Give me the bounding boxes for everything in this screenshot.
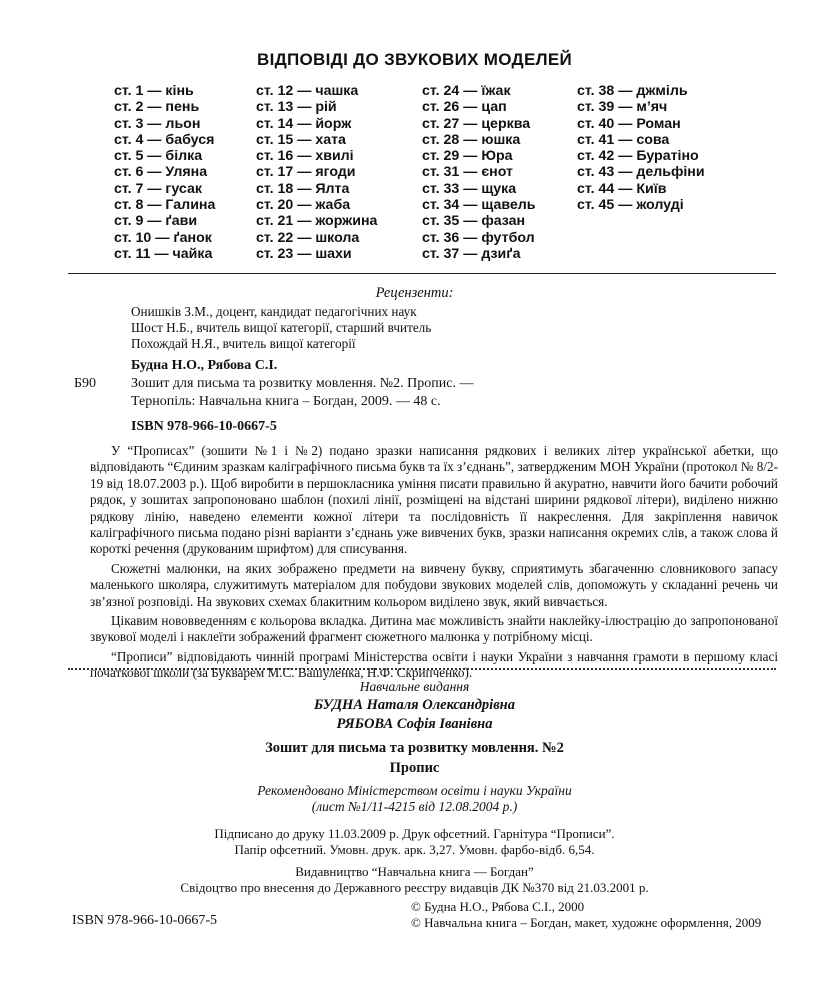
isbn: ISBN 978-966-10-0667-5 (72, 913, 218, 928)
answer-item: ст. 21 — жоржина (256, 213, 378, 230)
answers-title: ВІДПОВІДІ ДО ЗВУКОВИХ МОДЕЛЕЙ (257, 50, 572, 69)
answer-item: ст. 6 — Уляна (114, 164, 208, 181)
reviewer-line: Шост Н.Б., вчитель вищої категорії, старший вчитель (131, 320, 432, 335)
copyright-line: © Будна Н.О., Рябова С.І., 2000 (411, 899, 585, 914)
answer-item: ст. 4 — бабуся (114, 131, 215, 148)
answer-item: ст. 45 — жолуді (577, 197, 684, 214)
answer-item: ст. 22 — школа (256, 229, 360, 246)
answer-item: ст. 10 — ґанок (114, 229, 212, 246)
answer-item: ст. 9 — ґави (114, 213, 198, 230)
answers-column-1 (114, 83, 215, 262)
annotation (90, 443, 778, 682)
answer-item: ст. 40 — Роман (577, 115, 681, 132)
answer-item: ст. 26 — цап (422, 99, 507, 116)
catalog-index: Б90 (74, 376, 97, 391)
answer-item: ст. 38 — джміль (577, 83, 688, 99)
annotation-paragraph: Сюжетні малюнки, на яких зображено предмети на вивчену букву, сприятимуть збагаченню словникового запасу маленького школяра, служитимуть матеріалом для побудови звукових моделей слів, допоможуть у складанні речень чи зв’язної розповіді. На звукових схемах блакитним кольором виділено звук, який вивчається. (90, 560, 778, 609)
answer-item: ст. 44 — Київ (577, 180, 667, 197)
bibliographic-line: Тернопіль: Навчальна книга – Богдан, 2009. — 48 с. (131, 394, 441, 409)
answer-item: ст. 29 — Юра (422, 148, 513, 165)
answer-item: ст. 3 — льон (114, 115, 201, 132)
answer-item: ст. 11 — чайка (114, 245, 213, 262)
publisher-certificate: Свідоцтво про внесення до Державного реєстру видавців ДК №370 від 21.03.2001 р. (180, 880, 649, 895)
author-name: РЯБОВА Софія Іванівна (336, 716, 493, 732)
answer-item: ст. 43 — дельфіни (577, 164, 705, 181)
dotted-divider (68, 668, 776, 670)
print-details: Папір офсетний. Умовн. друк. арк. 3,27. Умовн. фарбо-відб. 6,54. (234, 842, 595, 857)
answer-item: ст. 37 — дзиґа (422, 245, 521, 262)
answer-item: ст. 27 — церква (422, 115, 531, 132)
answer-item: ст. 12 — чашка (256, 83, 359, 99)
answer-item: ст. 28 — юшка (422, 131, 521, 148)
answer-item: ст. 5 — білка (114, 148, 203, 165)
answer-item: ст. 36 — футбол (422, 229, 535, 246)
bibliographic-authors: Будна Н.О., Рябова С.І. (131, 358, 278, 373)
recommendation-letter: (лист №1/11-4215 від 12.08.2004 р.) (311, 799, 518, 814)
answer-item: ст. 15 — хата (256, 131, 346, 148)
answer-item: ст. 17 — ягоди (256, 164, 356, 181)
answer-item: ст. 1 — кінь (114, 83, 194, 99)
answer-item: ст. 41 — сова (577, 131, 670, 148)
answers-column-3 (422, 83, 536, 262)
answers-column-2 (256, 83, 377, 262)
answer-item: ст. 18 — Ялта (256, 180, 350, 197)
copyright-line: © Навчальна книга – Богдан, макет, художнє оформлення, 2009 (411, 915, 762, 930)
edition-type: Навчальне видання (359, 679, 470, 694)
answer-item: ст. 14 — йорж (256, 115, 352, 132)
answer-item: ст. 20 — жаба (256, 197, 351, 214)
answer-item: ст. 2 — пень (114, 99, 200, 116)
reviewer-line: Онишків З.М., доцент, кандидат педагогічних наук (131, 304, 417, 319)
answer-item: ст. 31 — єнот (422, 164, 513, 181)
print-details: Підписано до друку 11.03.2009 р. Друк офсетний. Гарнітура “Прописи”. (214, 826, 615, 841)
answer-item: ст. 8 — Галина (114, 197, 216, 214)
answers-column-4 (577, 83, 705, 213)
answer-item: ст. 7 — гусак (114, 180, 202, 197)
answer-item: ст. 39 — м’яч (577, 99, 668, 116)
answer-item: ст. 34 — щавель (422, 197, 536, 214)
answer-item: ст. 35 — фазан (422, 213, 526, 230)
answer-item: ст. 16 — хвилі (256, 148, 354, 165)
answer-item: ст. 23 — шахи (256, 245, 352, 262)
bibliographic-line: Зошит для письма та розвитку мовлення. №2. Пропис. — (131, 376, 474, 391)
divider (68, 273, 776, 274)
reviewer-line: Похождай Н.Я., вчитель вищої категорії (131, 336, 356, 351)
annotation-paragraph: У “Прописах” (зошити №1 і №2) подано зразки написання рядкових і великих літер української абетки, що відповідають “Єдиним зразкам каліграфічного письма букв та їх з’єднань”, затвердженим МОН України (протокол № 8/2-19 від 18.07.2003 р.). Щоб виробити в першокласника уміння писати правильно й акуратно, навчити його бачити робочий рядок, у зошитах запропоновано шаблон (похилі лінії, розміщені на відстані ширини рядкової літери), виділено нижню рядкову лінію, наведено елементи кожної літери та послідовність її накреслення. Для закріплення навичок каліграфічного письма подано різні варіанти з’єднань уже вивчених букв, зразки написання окремих слів, а також слова й короткі речення (друкованим шрифтом) для списування. (90, 443, 778, 557)
answer-item: ст. 33 — щука (422, 180, 517, 197)
answer-item: ст. 42 — Буратіно (577, 148, 699, 165)
annotation-paragraph: Цікавим нововведенням є кольорова вкладка. Дитина має можливість знайти наклейку-ілюстрацію до запропонованої звукової моделі і наклеїти зображений фрагмент сюжетного малюнка у потрібному місці. (90, 613, 778, 645)
recommendation: Рекомендовано Міністерством освіти і науки України (257, 783, 572, 798)
book-title: Зошит для письма та розвитку мовлення. №2 (265, 740, 564, 756)
answer-item: ст. 24 — їжак (422, 83, 511, 99)
book-subtitle: Пропис (389, 760, 440, 776)
reviewers-heading: Рецензенти: (375, 285, 454, 301)
answer-item: ст. 13 — рій (256, 99, 337, 116)
publisher: Видавництво “Навчальна книга — Богдан” (295, 864, 534, 879)
author-name: БУДНА Наталя Олександрівна (314, 697, 515, 713)
isbn: ISBN 978-966-10-0667-5 (131, 419, 277, 434)
annotation-paragraph: “Прописи” відповідають чинній програмі Міністерства освіти і науки України з навчання грамоти в першому класі початкової школи (за Букварем М.С. Вашуленка, Н.Ф. Скрипченко). (90, 648, 778, 681)
